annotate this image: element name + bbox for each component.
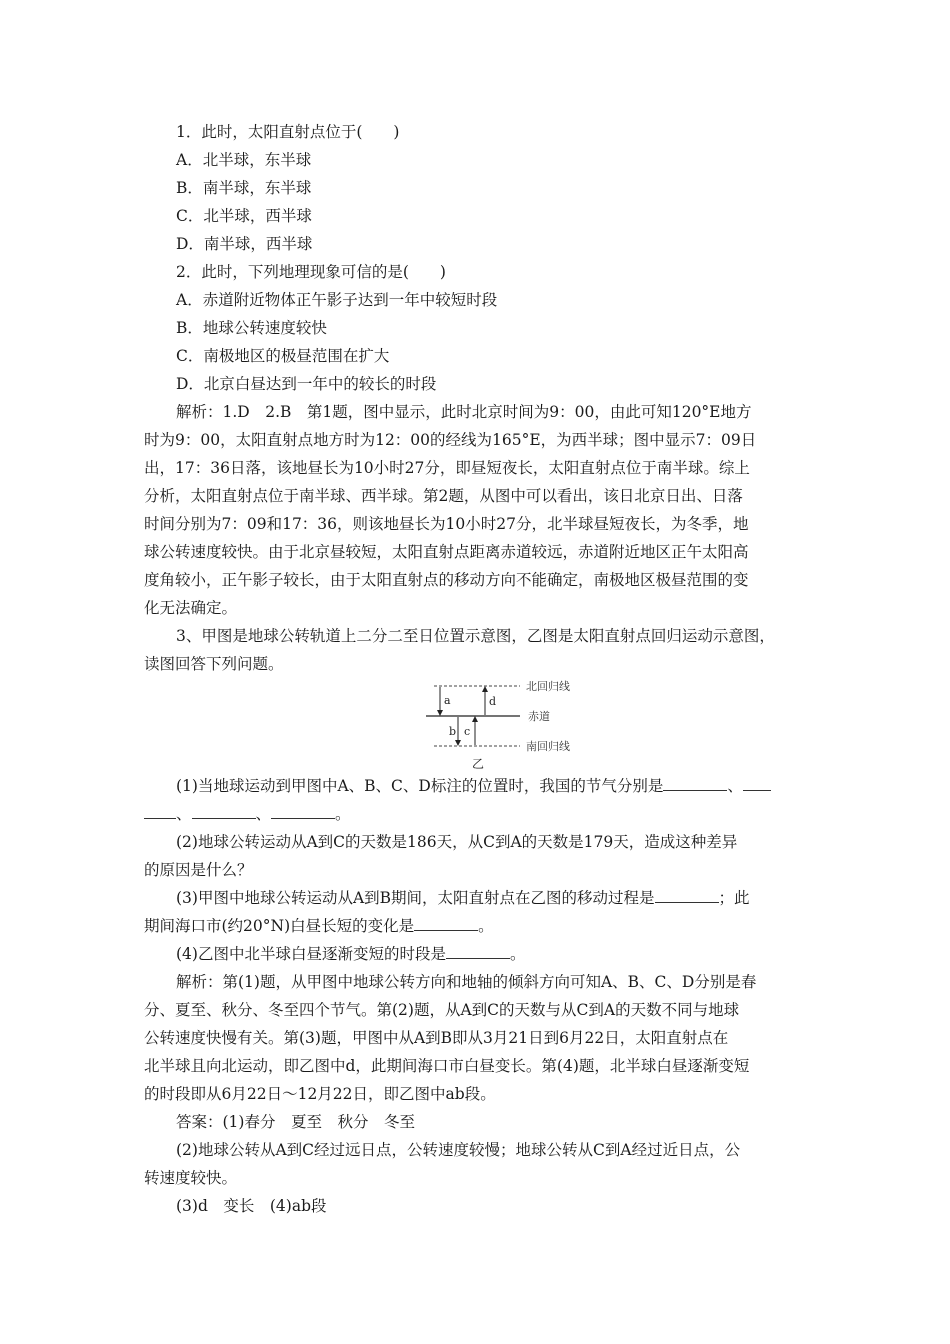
q3-sub2: (2)地球公转运动从A到C的天数是186天，从C到A的天数是179天，造成这种差异 [176, 833, 738, 851]
tropic-of-capricorn-label: 南回归线 [526, 740, 570, 753]
answer-blank[interactable] [743, 776, 771, 791]
separator: 、 [176, 805, 192, 823]
q3-sub2: 的原因是什么？ [144, 861, 253, 879]
analysis2-line: 的时段即从6月22日～12月22日，即乙图中ab段。 [144, 1085, 496, 1103]
q1-option-a: A．北半球，东半球 [176, 151, 312, 169]
answer-line: 答案：(1)春分 夏至 秋分 冬至 [176, 1113, 415, 1131]
q3-sub3-text: ；此 [718, 889, 750, 907]
analysis1-line: 出，17：36日落，该地昼长为10小时27分，即昼短夜长，太阳直射点位于南半球。综上 [144, 459, 750, 477]
answer-blank[interactable] [192, 804, 256, 819]
analysis2-line: 公转速度快慢有关。第(3)题，甲图中从A到B即从3月21日到6月22日，太阳直射点在 [144, 1029, 729, 1047]
q3-sub3-text: 期间海口市(约20°N)白昼长短的变化是 [144, 917, 415, 935]
analysis1-line: 分析，太阳直射点位于南半球、西半球。第2题，从图中可以看出，该日北京日出、日落 [144, 487, 743, 505]
answer-blank[interactable] [144, 804, 176, 819]
analysis1-line: 解析：1.D 2.B 第1题，图中显示，此时北京时间为9：00，由此可知120°E地方 [176, 403, 752, 421]
separator: 、 [727, 777, 743, 795]
segment-d-label: d [489, 695, 497, 708]
segment-c-label: c [464, 725, 471, 738]
segment-a-label: a [444, 694, 451, 707]
q3-sub4-text: (4)乙图中北半球白昼逐渐变短的时段是 [176, 945, 446, 963]
analysis1-line: 时为9：00，太阳直射点地方时为12：00的经线为165°E，为西半球；图中显示7：09日 [144, 431, 757, 449]
q3-sub3 [176, 888, 750, 908]
period: 。 [509, 945, 526, 963]
answer-blank[interactable] [655, 888, 719, 903]
answer-blank[interactable] [414, 916, 478, 931]
q3-intro: 3、甲图是地球公转轨道上二分二至日位置示意图，乙图是太阳直射点回归运动示意图， [176, 627, 775, 645]
q2-option-a: A．赤道附近物体正午影子达到一年中较短时段 [176, 291, 498, 309]
answer-blank[interactable] [663, 776, 727, 791]
q2-option-b: B．地球公转速度较快 [176, 319, 327, 337]
q3-sub1-text: (1)当地球运动到甲图中A、B、C、D标注的位置时，我国的节气分别是 [176, 777, 664, 795]
answer-line: (2)地球公转从A到C经过远日点，公转速度较慢；地球公转从C到A经过近日点，公 [176, 1141, 741, 1159]
q1-option-d: D．南半球，西半球 [176, 235, 313, 253]
sun-migration-diagram [412, 678, 602, 770]
separator: 、 [255, 805, 272, 823]
equator-label: 赤道 [528, 710, 550, 723]
q1-option-c: C．北半球，西半球 [176, 207, 312, 225]
q3-sub1 [176, 776, 771, 796]
answer-line: (3)d 变长 (4)ab段 [176, 1197, 327, 1215]
analysis1-line: 时间分别为7：09和17：36，则该地昼长为10小时27分，北半球昼短夜长，为冬季，地 [144, 515, 749, 533]
analysis2-line: 北半球且向北运动，即乙图中d，此期间海口市白昼变长。第(4)题，北半球白昼逐渐变短 [144, 1057, 750, 1075]
analysis2-line: 解析：第(1)题，从甲图中地球公转方向和地轴的倾斜方向可知A、B、C、D分别是春 [176, 973, 757, 991]
period: 。 [335, 805, 351, 823]
analysis1-line: 度角较小，正午影子较长，由于太阳直射点的移动方向不能确定，南极地区极昼范围的变 [144, 571, 749, 589]
answer-line: 转速度较快。 [144, 1169, 238, 1187]
q3-sub3-text: (3)甲图中地球公转运动从A到B期间，太阳直射点在乙图的移动过程是 [176, 889, 655, 907]
analysis1-line: 化无法确定。 [144, 599, 238, 617]
q2-option-d: D．北京白昼达到一年中的较长的时段 [176, 375, 437, 393]
q2-stem: 2．此时，下列地理现象可信的是( ) [176, 263, 446, 281]
analysis1-line: 球公转速度较快。由于北京昼较短，太阳直射点距离赤道较远，赤道附近地区正午太阳高 [144, 543, 749, 561]
q3-sub3-cont [144, 916, 494, 936]
diagram-caption: 乙 [472, 757, 485, 770]
answer-blank[interactable] [271, 804, 335, 819]
q3-sub1-cont [144, 804, 351, 824]
tropic-of-cancer-label: 北回归线 [526, 680, 570, 693]
q2-option-c: C．南极地区的极昼范围在扩大 [176, 347, 390, 365]
q3-sub4 [176, 944, 525, 964]
q1-stem: 1．此时，太阳直射点位于( ) [176, 123, 400, 141]
segment-b-label: b [449, 725, 457, 738]
q1-option-b: B．南半球，东半球 [176, 179, 312, 197]
period: 。 [478, 917, 494, 935]
analysis2-line: 分、夏至、秋分、冬至四个节气。第(2)题，从A到C的天数与从C到A的天数不同与地球 [144, 1001, 740, 1019]
q3-intro: 读图回答下列问题。 [144, 655, 284, 673]
answer-blank[interactable] [446, 944, 510, 959]
